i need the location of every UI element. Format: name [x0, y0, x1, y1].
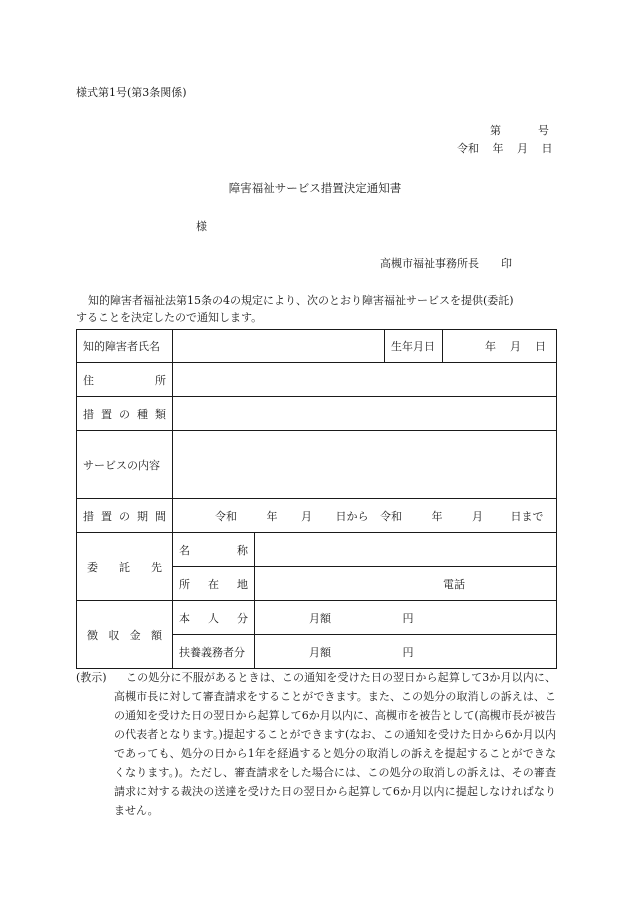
issue-date-month: 月 — [517, 142, 528, 155]
period-to-year: 年 — [431, 509, 443, 523]
document-number-prefix: 第 — [490, 124, 501, 137]
period-value — [173, 499, 557, 533]
contractor-location-label: 所在地 — [173, 567, 255, 601]
contractor-name-value-field — [255, 533, 557, 567]
issue-date-era: 令和 — [457, 142, 479, 155]
period-from-month: 月 — [301, 509, 312, 523]
service-content-value-field — [173, 431, 557, 499]
period-from-era: 令和 — [215, 509, 237, 523]
row-name — [77, 330, 557, 363]
document-title: 障害福祉サービス措置決定通知書 — [228, 181, 402, 195]
row-contractor-name — [77, 533, 557, 567]
birth-value-field — [443, 330, 557, 363]
self-monthly-label: 月額 — [309, 611, 331, 625]
intro-paragraph — [76, 292, 556, 326]
service-content-label: サービスの内容 — [77, 431, 173, 499]
document-number-suffix: 号 — [538, 124, 549, 137]
issue-date — [457, 140, 553, 156]
collection-label: 徴収金額 — [77, 601, 173, 669]
name-label: 知的障害者氏名 — [77, 330, 173, 363]
self-share-label: 本人分 — [173, 601, 255, 635]
issuer-name: 高槻市福祉事務所長 — [380, 257, 479, 270]
contractor-location-value-field — [255, 567, 557, 601]
self-yen-label: 円 — [402, 611, 414, 625]
contractor-label: 委託先 — [77, 533, 173, 601]
document-number — [490, 122, 550, 138]
notice-label: (教示) — [76, 671, 107, 684]
appeal-notice — [76, 668, 556, 820]
intro-line-2: することを決定したので通知します。 — [76, 311, 263, 324]
period-to-month: 月 — [472, 509, 483, 523]
period-from-suffix: 日から — [335, 509, 369, 523]
address-label: 住所 — [77, 363, 173, 397]
supporter-share-value — [255, 635, 557, 669]
address-value-field — [173, 363, 557, 397]
issuer-block — [380, 255, 512, 271]
supporter-monthly-label: 月額 — [309, 645, 331, 659]
supporter-yen-label: 円 — [402, 645, 414, 659]
notice-text: この処分に不服があるときは、この通知を受けた日の翌日から起算して3か月以内に、高槻市長に対して審査請求をすることができます。また、この処分の取消しの訴えは、この通知を受けた日の翌日から起算して6か月以内に、高槻市を被告として(高槻市長が被告の代表者となります。)提起することができます(なお、この通知を受けた日から6か月以内であっても、処分の日から1年を経過すると処分の取消しの訴えを提起することができなくなります。)。ただし、審査請求をした場合には、この処分の取消しの訴えは、その審査請求に対する裁決の送達を受けた日の翌日から起算して6か月以内に提起しなければなりません。 — [114, 671, 556, 817]
form-number-label: 様式第1号(第3条関係) — [76, 86, 187, 99]
issue-date-day: 日 — [541, 142, 553, 155]
phone-label: 電話 — [443, 577, 465, 591]
row-period — [77, 499, 557, 533]
addressee-honorific: 様 — [196, 220, 207, 233]
decision-table — [76, 329, 557, 669]
name-value-field — [173, 330, 385, 363]
period-to-suffix: 日まで — [510, 509, 544, 523]
intro-line-1: 知的障害者福祉法第15条の4の規定により、次のとおり障害福祉サービスを提供(委託) — [88, 294, 514, 307]
self-share-value — [255, 601, 557, 635]
period-label: 措置の期間 — [77, 499, 173, 533]
birth-month: 月 — [510, 340, 521, 353]
issue-date-year: 年 — [492, 142, 504, 155]
measure-type-label: 措置の種類 — [77, 397, 173, 431]
supporter-share-label: 扶養義務者分 — [173, 635, 255, 669]
seal-mark: 印 — [501, 257, 512, 270]
period-from-year: 年 — [266, 509, 278, 523]
contractor-name-label: 名称 — [173, 533, 255, 567]
birth-day: 日 — [535, 340, 546, 353]
row-measure-type — [77, 397, 557, 431]
birth-label: 生年月日 — [385, 330, 443, 363]
measure-type-value-field — [173, 397, 557, 431]
row-address — [77, 363, 557, 397]
row-self-share — [77, 601, 557, 635]
birth-year: 年 — [485, 340, 496, 353]
row-service-content — [77, 431, 557, 499]
period-to-era: 令和 — [380, 509, 402, 523]
